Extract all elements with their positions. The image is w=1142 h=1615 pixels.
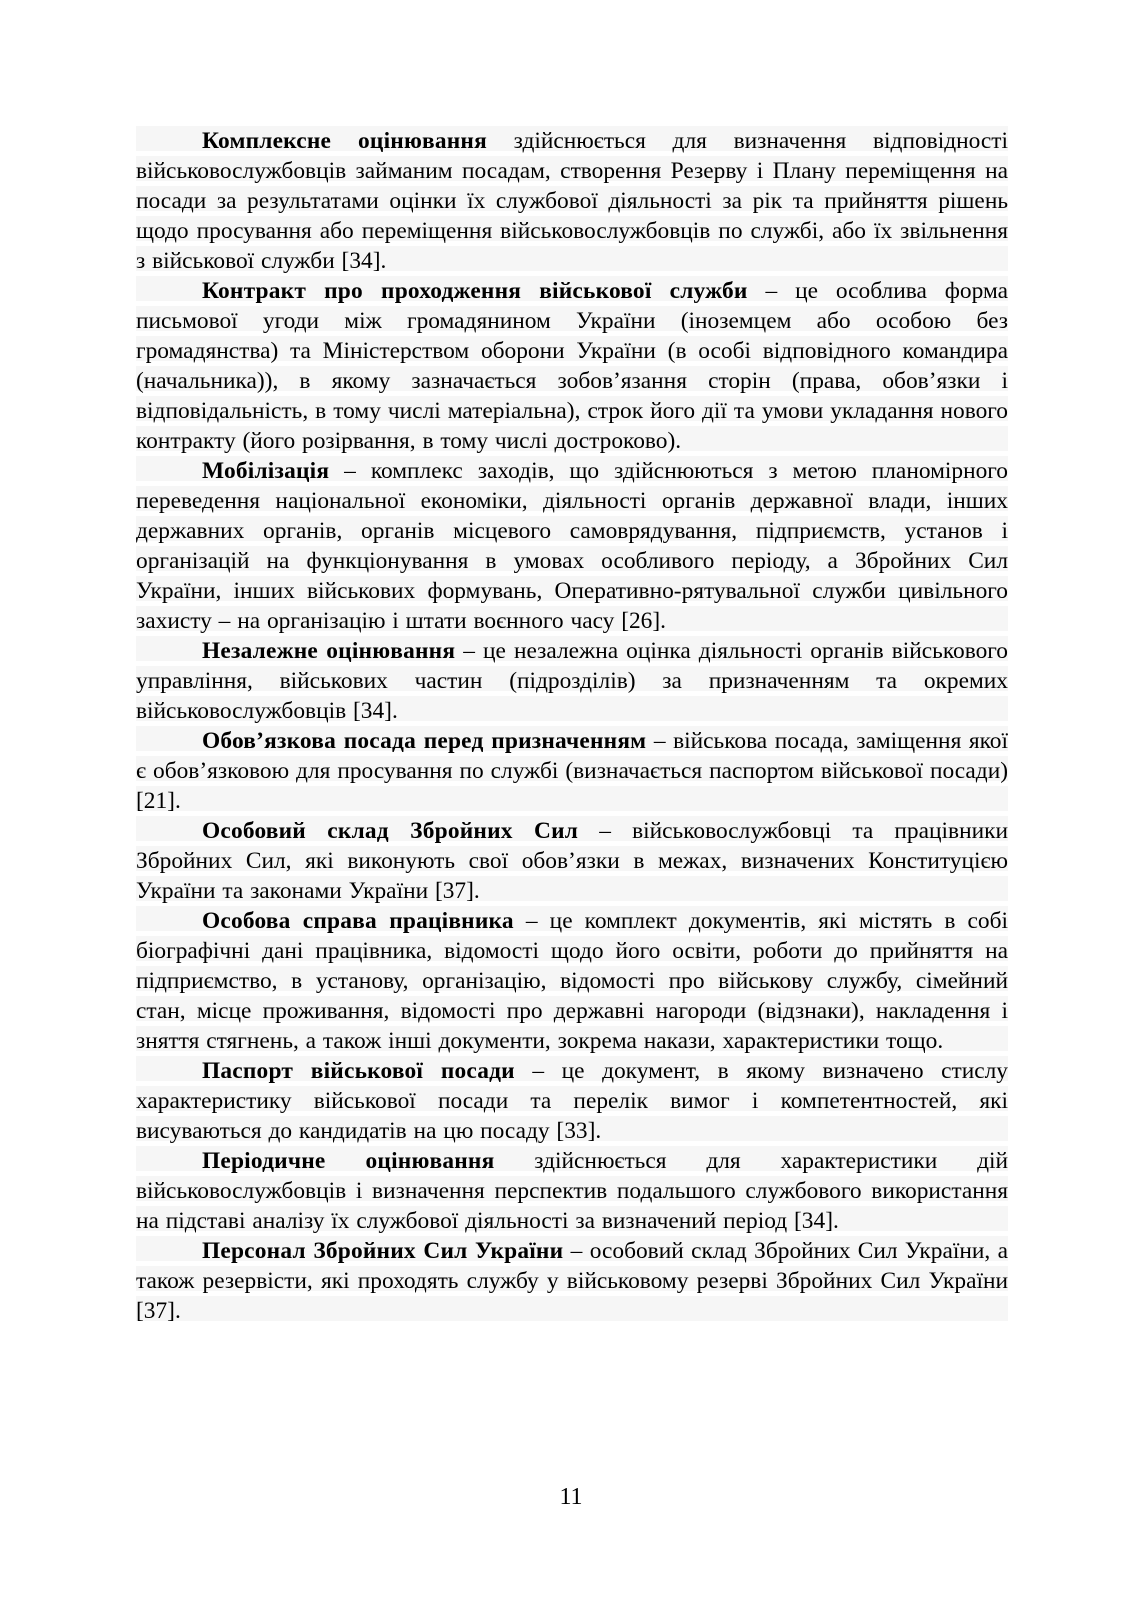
definition-text: – особовий склад Збройних Сил України, а також резервісти, які проходять службу у військовому резерві Збройних Сил України [37]. (136, 1238, 1008, 1324)
text-block (136, 126, 1008, 1326)
definition-paragraph (136, 1146, 1008, 1236)
definition-term: Комплексне оцінювання (202, 128, 487, 154)
definition-term: Періодичне оцінювання (202, 1148, 495, 1174)
definition-text: – військова посада, заміщення якої є обов’язковою для просування по службі (визначається паспортом військової посади) [21]. (136, 728, 1008, 814)
definition-term: Обов’язкова посада перед призначенням (202, 728, 647, 754)
definition-paragraph (136, 456, 1008, 636)
definition-text: – це документ, в якому визначено стислу характеристику військової посади та перелік вимог і компетентностей, які висуваються до кандидатів на цю посаду [33]. (136, 1058, 1008, 1144)
definition-term: Незалежне оцінювання (202, 638, 456, 664)
definition-paragraph (136, 1056, 1008, 1146)
definition-term: Особова справа працівника (202, 908, 514, 934)
definition-term: Мобілізація (202, 458, 330, 484)
definition-text: – це незалежна оцінка діяльності органів військового управління, військових частин (підрозділів) за призначенням та окремих військовослужбовців [34]. (136, 638, 1008, 724)
definition-paragraph (136, 276, 1008, 456)
definition-text: здійснюється для визначення відповідності військовослужбовців займаним посадам, створення Резерву і Плану переміщення на посади за результатами оцінки їх службової діяльності за рік та прийняття рішень щодо просування або переміщення військовослужбовців по службі, або їх звільнення з військової служби [34]. (136, 128, 1008, 274)
definition-paragraph (136, 126, 1008, 276)
definition-term: Паспорт військової посади (202, 1058, 515, 1084)
definition-text: – військовослужбовці та працівники Збройних Сил, які виконують свої обов’язки в межах, визначених Конституцією України та законами України [37]. (136, 818, 1008, 904)
definition-text: – комплекс заходів, що здійснюються з метою планомірного переведення національної економіки, діяльності органів державної влади, інших державних органів, органів місцевого самоврядування, підприємств, установ і організацій на функціонування в умовах особливого періоду, а Збройних Сил України, інших військових формувань, Оперативно-рятувальної служби цивільного захисту – на організацію і штати воєнного часу [26]. (136, 458, 1008, 634)
definition-text: – це комплект документів, які містять в собі біографічні дані працівника, відомості щодо його освіти, роботи до прийняття на підприємство, в установу, організацію, відомості про військову службу, сімейний стан, місце проживання, відомості про державні нагороди (відзнаки), накладення і зняття стягнень, а також інші документи, зокрема накази, характеристики тощо. (136, 908, 1008, 1054)
definition-term: Контракт про проходження військової служби (202, 278, 748, 304)
definition-term: Особовий склад Збройних Сил (202, 818, 579, 844)
definition-paragraph (136, 906, 1008, 1056)
definition-paragraph (136, 1236, 1008, 1326)
definition-text: – це особлива форма письмової угоди між громадянином України (іноземцем або особою без громадянства) та Міністерством оборони України (в особі відповідного командира (начальника)), в якому зазначається зобов’язання сторін (права, обов’язки і відповідальність, в тому числі матеріальна), строк його дії та умови укладання нового контракту (його розірвання, в тому числі достроково). (136, 278, 1008, 454)
definition-term: Персонал Збройних Сил України (202, 1238, 564, 1264)
definition-paragraph (136, 636, 1008, 726)
definition-text: здійснюється для характеристики дій військовослужбовців і визначення перспектив подальшого службового використання на підставі аналізу їх службової діяльності за визначений період [34]. (136, 1148, 1008, 1234)
definition-paragraph (136, 816, 1008, 906)
page-number: 11 (559, 1484, 583, 1510)
definition-paragraph (136, 726, 1008, 816)
